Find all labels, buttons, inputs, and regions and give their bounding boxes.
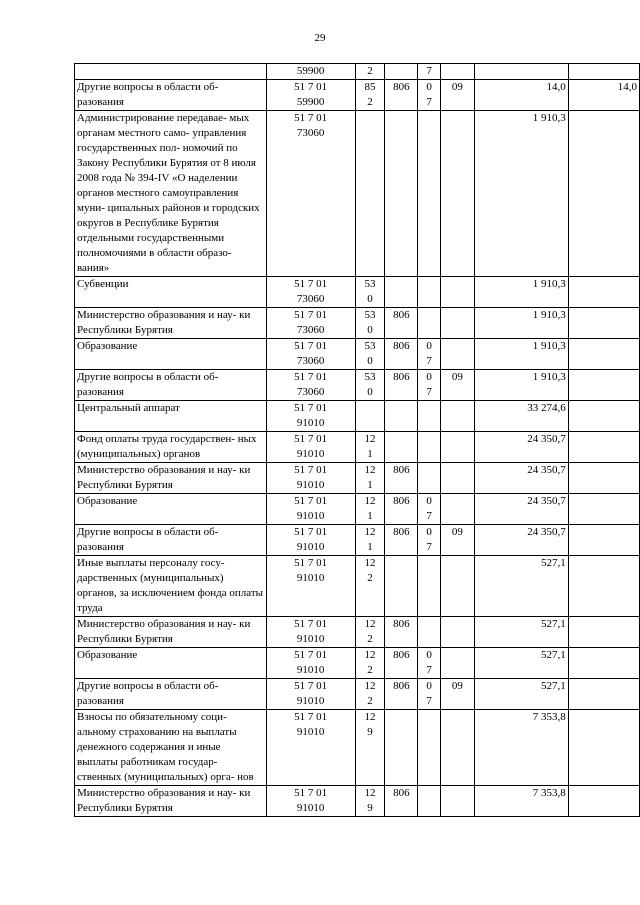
cell-vr-line: 2 <box>367 695 373 707</box>
cell-csr <box>266 80 355 111</box>
cell-csr-line: 51 7 01 <box>294 495 328 507</box>
cell-s1: 1 910,3 <box>474 277 568 308</box>
cell-s1: 527,1 <box>474 556 568 617</box>
cell-csr-line: 91010 <box>296 695 325 707</box>
cell-csr-line: 51 7 01 <box>294 340 328 352</box>
cell-vr <box>355 494 385 525</box>
cell-s2 <box>568 679 639 710</box>
cell-csr-line: 51 7 01 <box>294 433 328 445</box>
cell-rz-line: 0 <box>426 526 432 538</box>
cell-s2 <box>568 339 639 370</box>
cell-glava: 806 <box>385 339 418 370</box>
cell-name: Министерство образования и нау- ки Республики Бурятия <box>75 786 267 817</box>
cell-vr-line: 1 <box>367 479 373 491</box>
cell-glava <box>385 432 418 463</box>
cell-pr <box>441 556 475 617</box>
table-row <box>75 370 640 401</box>
cell-glava: 806 <box>385 525 418 556</box>
cell-csr-line: 51 7 01 <box>294 618 328 630</box>
cell-vr <box>355 370 385 401</box>
table-row <box>75 64 640 80</box>
cell-vr <box>355 111 385 277</box>
cell-csr-line: 51 7 01 <box>294 526 328 538</box>
cell-rz <box>418 308 441 339</box>
cell-vr-line: 2 <box>367 65 373 77</box>
cell-csr-line: 51 7 01 <box>294 112 328 124</box>
cell-glava: 806 <box>385 370 418 401</box>
cell-vr-line: 2 <box>367 633 373 645</box>
cell-name <box>75 64 267 80</box>
cell-s2 <box>568 463 639 494</box>
table-row <box>75 556 640 617</box>
cell-csr-line: 91010 <box>296 510 325 522</box>
cell-vr <box>355 710 385 786</box>
cell-s1: 527,1 <box>474 679 568 710</box>
cell-glava: 806 <box>385 648 418 679</box>
cell-glava <box>385 401 418 432</box>
cell-rz <box>418 432 441 463</box>
cell-s1: 1 910,3 <box>474 370 568 401</box>
cell-csr-line: 91010 <box>296 572 325 584</box>
budget-table <box>74 63 640 817</box>
cell-s2 <box>568 556 639 617</box>
cell-csr <box>266 710 355 786</box>
cell-vr <box>355 617 385 648</box>
cell-s1: 24 350,7 <box>474 432 568 463</box>
cell-csr <box>266 648 355 679</box>
cell-name: Министерство образования и нау- ки Республики Бурятия <box>75 463 267 494</box>
cell-csr-line: 51 7 01 <box>294 787 328 799</box>
cell-pr <box>441 111 475 277</box>
cell-glava <box>385 556 418 617</box>
cell-pr <box>441 494 475 525</box>
cell-glava <box>385 111 418 277</box>
cell-s1 <box>474 64 568 80</box>
cell-csr-line: 91010 <box>296 448 325 460</box>
cell-pr <box>441 64 475 80</box>
cell-name: Администрирование передавае- мых органам местного само- управления государственных пол- номочий по Закону Республики Бурятия от 8 июля 2008 года № 394-IV «О наделении органов местного самоуправления муни- ципальных районов и городских округов в Республике Бурятия отдельными государственными полномочиями в области образо- вания» <box>75 111 267 277</box>
page-number: 29 <box>314 32 326 44</box>
cell-pr <box>441 786 475 817</box>
cell-csr-line: 51 7 01 <box>294 649 328 661</box>
cell-vr <box>355 786 385 817</box>
cell-csr <box>266 339 355 370</box>
cell-vr-line: 12 <box>364 711 376 723</box>
cell-s1: 24 350,7 <box>474 463 568 494</box>
cell-name: Другие вопросы в области об- разования <box>75 525 267 556</box>
cell-pr <box>441 432 475 463</box>
cell-vr <box>355 64 385 80</box>
cell-vr-line: 53 <box>364 371 376 383</box>
cell-rz <box>418 679 441 710</box>
cell-csr-line: 51 7 01 <box>294 464 328 476</box>
cell-pr <box>441 710 475 786</box>
cell-csr-line: 91010 <box>296 541 325 553</box>
cell-name: Взносы по обязательному соци- альному страхованию на выплаты денежного содержания и иные выплаты работникам государ- ственных (муниципальных) орга- нов <box>75 710 267 786</box>
cell-csr-line: 51 7 01 <box>294 278 328 290</box>
cell-vr-line: 12 <box>364 557 376 569</box>
cell-vr-line: 12 <box>364 649 376 661</box>
cell-glava: 806 <box>385 617 418 648</box>
cell-csr-line: 73060 <box>296 127 325 139</box>
cell-pr <box>441 617 475 648</box>
cell-vr <box>355 679 385 710</box>
cell-pr: 09 <box>441 525 475 556</box>
cell-vr <box>355 525 385 556</box>
cell-rz-line: 7 <box>426 386 432 398</box>
cell-vr-line: 2 <box>367 96 373 108</box>
cell-rz <box>418 339 441 370</box>
cell-s1: 33 274,6 <box>474 401 568 432</box>
cell-csr-line: 59900 <box>296 96 325 108</box>
cell-vr-line: 53 <box>364 340 376 352</box>
cell-csr <box>266 401 355 432</box>
cell-rz <box>418 525 441 556</box>
cell-glava <box>385 710 418 786</box>
cell-csr-line: 59900 <box>296 65 325 77</box>
cell-rz-line: 7 <box>426 96 432 108</box>
cell-rz <box>418 111 441 277</box>
table-row <box>75 432 640 463</box>
cell-vr-line: 0 <box>367 293 373 305</box>
table-row <box>75 679 640 710</box>
cell-pr: 09 <box>441 370 475 401</box>
cell-csr <box>266 308 355 339</box>
cell-csr-line: 91010 <box>296 726 325 738</box>
cell-s2 <box>568 64 639 80</box>
cell-csr <box>266 111 355 277</box>
cell-name: Субвенции <box>75 277 267 308</box>
cell-csr-line: 51 7 01 <box>294 711 328 723</box>
cell-glava: 806 <box>385 494 418 525</box>
cell-csr <box>266 786 355 817</box>
cell-csr <box>266 64 355 80</box>
cell-pr <box>441 308 475 339</box>
cell-glava: 806 <box>385 786 418 817</box>
cell-rz <box>418 494 441 525</box>
cell-pr <box>441 401 475 432</box>
cell-pr <box>441 463 475 494</box>
table-row <box>75 786 640 817</box>
cell-name: Министерство образования и нау- ки Республики Бурятия <box>75 617 267 648</box>
cell-csr <box>266 679 355 710</box>
cell-rz-line: 7 <box>426 65 432 77</box>
cell-vr-line: 12 <box>364 680 376 692</box>
cell-vr-line: 53 <box>364 309 376 321</box>
cell-s2 <box>568 786 639 817</box>
cell-csr-line: 91010 <box>296 802 325 814</box>
table-row <box>75 339 640 370</box>
cell-csr-line: 51 7 01 <box>294 309 328 321</box>
cell-vr-line: 53 <box>364 278 376 290</box>
cell-vr-line: 12 <box>364 433 376 445</box>
cell-name: Образование <box>75 648 267 679</box>
cell-vr-line: 0 <box>367 324 373 336</box>
cell-vr-line: 12 <box>364 495 376 507</box>
cell-vr <box>355 401 385 432</box>
cell-s2 <box>568 401 639 432</box>
cell-rz-line: 0 <box>426 340 432 352</box>
cell-rz-line: 7 <box>426 510 432 522</box>
cell-rz-line: 0 <box>426 649 432 661</box>
cell-s2 <box>568 370 639 401</box>
cell-glava <box>385 277 418 308</box>
cell-s2 <box>568 648 639 679</box>
cell-vr-line: 0 <box>367 355 373 367</box>
cell-s1: 1 910,3 <box>474 308 568 339</box>
table-row <box>75 111 640 277</box>
cell-rz <box>418 463 441 494</box>
cell-csr-line: 51 7 01 <box>294 680 328 692</box>
cell-vr-line: 1 <box>367 510 373 522</box>
cell-rz <box>418 80 441 111</box>
cell-csr-line: 51 7 01 <box>294 371 328 383</box>
cell-rz <box>418 617 441 648</box>
cell-csr-line: 51 7 01 <box>294 402 328 414</box>
cell-s2 <box>568 432 639 463</box>
cell-csr-line: 73060 <box>296 355 325 367</box>
cell-csr-line: 73060 <box>296 386 325 398</box>
cell-name: Иные выплаты персоналу госу- дарственных (муниципальных) органов, за исключением фонда оплаты труда <box>75 556 267 617</box>
cell-s2 <box>568 111 639 277</box>
cell-s2: 14,0 <box>568 80 639 111</box>
cell-vr <box>355 556 385 617</box>
cell-rz <box>418 710 441 786</box>
cell-vr-line: 12 <box>364 618 376 630</box>
cell-rz-line: 0 <box>426 371 432 383</box>
cell-s1: 1 910,3 <box>474 111 568 277</box>
cell-csr <box>266 494 355 525</box>
cell-vr-line: 1 <box>367 448 373 460</box>
cell-csr-line: 73060 <box>296 324 325 336</box>
cell-rz-line: 0 <box>426 680 432 692</box>
table-row <box>75 401 640 432</box>
cell-vr <box>355 648 385 679</box>
cell-glava: 806 <box>385 463 418 494</box>
cell-glava: 806 <box>385 679 418 710</box>
cell-vr-line: 2 <box>367 664 373 676</box>
cell-vr <box>355 463 385 494</box>
cell-glava: 806 <box>385 80 418 111</box>
cell-pr <box>441 648 475 679</box>
cell-rz <box>418 277 441 308</box>
cell-s1: 24 350,7 <box>474 525 568 556</box>
table-row <box>75 648 640 679</box>
cell-vr <box>355 277 385 308</box>
cell-glava <box>385 64 418 80</box>
cell-csr <box>266 617 355 648</box>
budget-table-body <box>75 64 640 817</box>
cell-s2 <box>568 494 639 525</box>
table-row <box>75 494 640 525</box>
cell-s1: 7 353,8 <box>474 786 568 817</box>
cell-pr: 09 <box>441 679 475 710</box>
cell-rz-line: 0 <box>426 495 432 507</box>
table-row <box>75 80 640 111</box>
cell-name: Министерство образования и нау- ки Республики Бурятия <box>75 308 267 339</box>
cell-rz-line: 0 <box>426 81 432 93</box>
cell-csr <box>266 556 355 617</box>
cell-s2 <box>568 710 639 786</box>
cell-vr-line: 9 <box>367 726 373 738</box>
cell-vr <box>355 339 385 370</box>
cell-s1: 1 910,3 <box>474 339 568 370</box>
cell-name: Другие вопросы в области об- разования <box>75 679 267 710</box>
cell-s2 <box>568 277 639 308</box>
cell-csr-line: 91010 <box>296 417 325 429</box>
cell-name: Другие вопросы в области об- разования <box>75 370 267 401</box>
cell-rz <box>418 401 441 432</box>
cell-rz <box>418 786 441 817</box>
cell-vr-line: 0 <box>367 386 373 398</box>
cell-rz <box>418 370 441 401</box>
cell-rz <box>418 64 441 80</box>
table-row <box>75 277 640 308</box>
cell-vr-line: 85 <box>364 81 376 93</box>
cell-csr-line: 51 7 01 <box>294 81 328 93</box>
cell-csr-line: 91010 <box>296 633 325 645</box>
cell-rz <box>418 648 441 679</box>
table-row <box>75 617 640 648</box>
cell-csr <box>266 525 355 556</box>
cell-pr <box>441 277 475 308</box>
cell-vr-line: 12 <box>364 526 376 538</box>
cell-s2 <box>568 308 639 339</box>
cell-csr <box>266 463 355 494</box>
cell-rz-line: 7 <box>426 664 432 676</box>
table-row <box>75 525 640 556</box>
cell-rz <box>418 556 441 617</box>
cell-csr <box>266 432 355 463</box>
cell-s1: 14,0 <box>474 80 568 111</box>
cell-csr-line: 91010 <box>296 664 325 676</box>
cell-name: Центральный аппарат <box>75 401 267 432</box>
cell-vr <box>355 432 385 463</box>
cell-s1: 527,1 <box>474 648 568 679</box>
cell-csr-line: 73060 <box>296 293 325 305</box>
table-row <box>75 710 640 786</box>
table-row <box>75 463 640 494</box>
cell-s1: 527,1 <box>474 617 568 648</box>
cell-vr <box>355 308 385 339</box>
cell-rz-line: 7 <box>426 695 432 707</box>
cell-vr-line: 12 <box>364 787 376 799</box>
cell-rz-line: 7 <box>426 541 432 553</box>
cell-s1: 24 350,7 <box>474 494 568 525</box>
cell-pr <box>441 339 475 370</box>
cell-name: Образование <box>75 339 267 370</box>
cell-csr-line: 51 7 01 <box>294 557 328 569</box>
cell-csr <box>266 370 355 401</box>
cell-s2 <box>568 525 639 556</box>
cell-vr-line: 1 <box>367 541 373 553</box>
cell-csr <box>266 277 355 308</box>
cell-name: Фонд оплаты труда государствен- ных (муниципальных) органов <box>75 432 267 463</box>
cell-vr-line: 2 <box>367 572 373 584</box>
cell-s2 <box>568 617 639 648</box>
cell-pr: 09 <box>441 80 475 111</box>
cell-vr-line: 9 <box>367 802 373 814</box>
table-row <box>75 308 640 339</box>
cell-vr <box>355 80 385 111</box>
cell-csr-line: 91010 <box>296 479 325 491</box>
cell-glava: 806 <box>385 308 418 339</box>
cell-vr-line: 12 <box>364 464 376 476</box>
cell-name: Образование <box>75 494 267 525</box>
cell-s1: 7 353,8 <box>474 710 568 786</box>
cell-name: Другие вопросы в области об- разования <box>75 80 267 111</box>
cell-rz-line: 7 <box>426 355 432 367</box>
